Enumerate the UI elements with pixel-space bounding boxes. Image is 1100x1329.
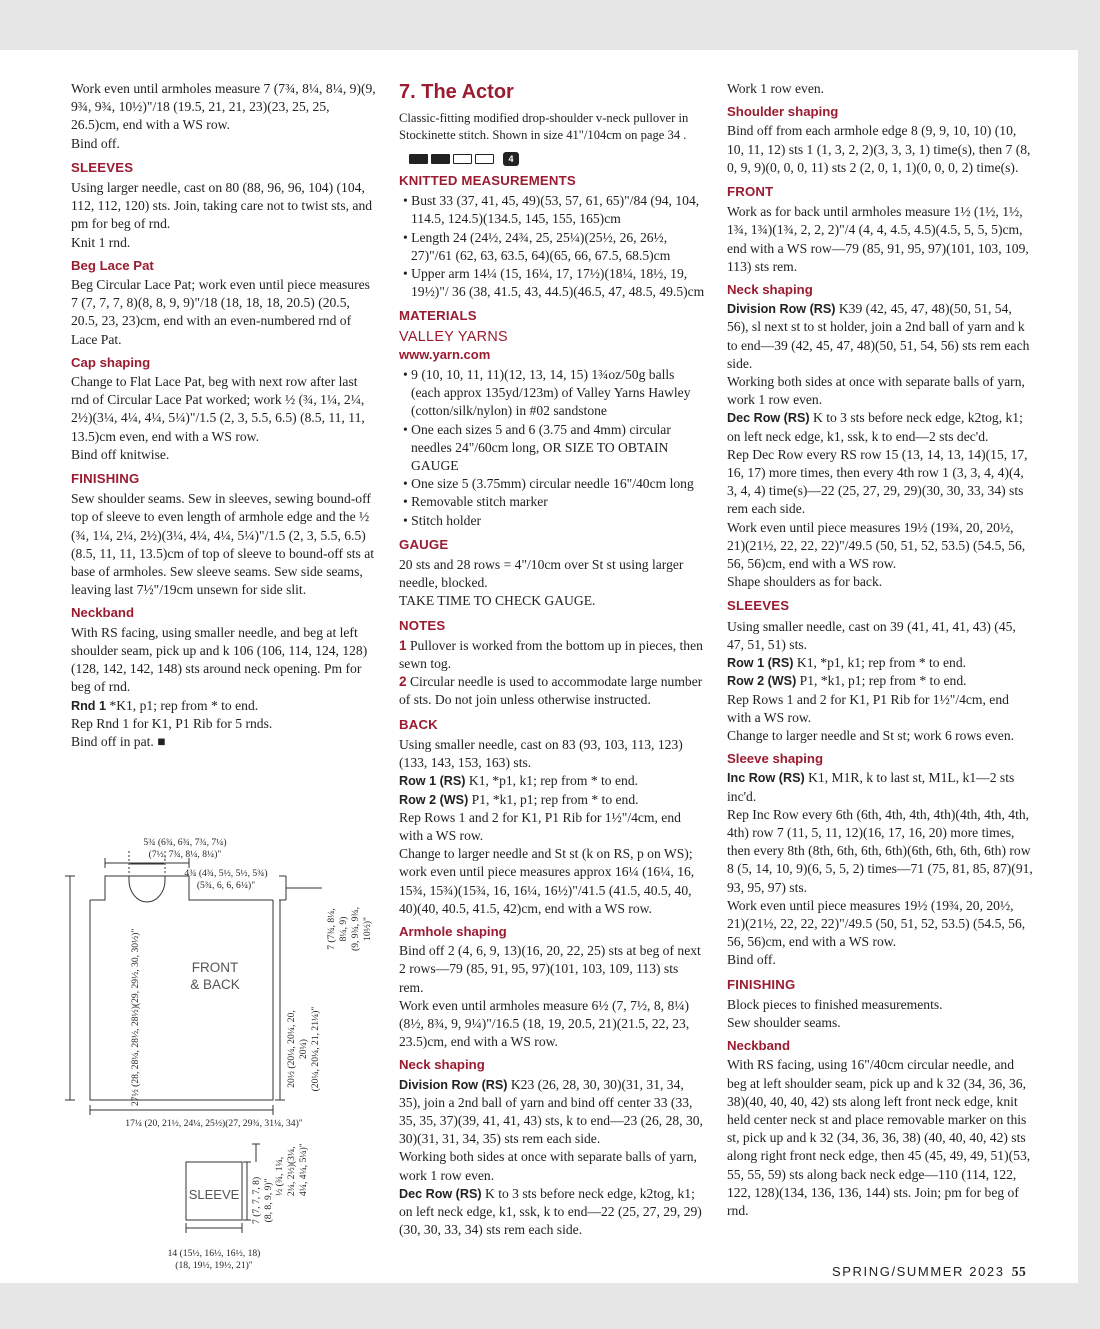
schematic-body-label: 20½ (20¼, 20¼, 20, 20¼) (20¼, 20¼, 21, 21¼)" [286,1006,321,1092]
section-heading-materials: MATERIALS [399,308,477,324]
body-text: Knit 1 rnd. [71,234,131,250]
row-text: K to 3 sts before neck edge, k2tog, k1; on left neck edge, k1, ssk, k to end—2 sts dec'd. [727,410,1023,444]
body-text: Change to Flat Lace Pat, beg with next row after last rnd of Circular Lace Pat worked; work ½ (¾, 1¼, 2¼, 2½)(3¼, 4¼, 4¼, 5¼)"/1.5 (2, 3, 5.5, 6.5) (8.5, 11, 11, 13.5)cm even, end with a WS row. [71,374,365,444]
list-item: • One each sizes 5 and 6 (3.75 and 4mm) circular needles 24"/60cm long, OR SIZE TO OBTAIN GAUGE [403,421,671,474]
yarn-weight-icon: 4 [503,152,519,166]
list-item: • One size 5 (3.75mm) circular needle 16"/40cm long [403,476,694,492]
body-text: Work even until armholes measure 6½ (7, 7½, 8, 8¼)(8½, 8¾, 9, 9¼)"/16.5 (18, 19, 20.5, 21)(21.5, 22, 23, 23.5)cm, end with a WS row. [399,997,690,1050]
row-text: K23 (26, 28, 30, 30)(31, 31, 34, 35), join a 2nd ball of yarn and bind off center 33 (33, 35, 35, 37)(39, 41, 41, 43) sts, k to end—23 (26, 28, 30, 30)(31, 31, 34, 35) sts rem each side. [399,1076,703,1147]
list-item: • Bust 33 (37, 41, 45, 49)(53, 57, 61, 65)"/84 (94, 104, 114.5, 124.5)(134.5, 145, 155, 165)cm [403,193,700,227]
row-text: K39 (42, 45, 47, 48)(50, 51, 54, 56), sl next st to st holder, join a 2nd ball of yarn and k to end—39 (42, 45, 47, 48)(50, 51, 54, 56) sts rem each side. [727,301,1030,371]
body-text: Bind off 2 (4, 6, 9, 13)(16, 20, 22, 25) sts at beg of next 2 rows—79 (85, 91, 95, 97)(101, 103, 109, 113) sts rem. [399,943,701,995]
skill-bar-filled [431,154,450,164]
pattern-intro: Classic-fitting modified drop-shoulder v-neck pullover in Stockinette stitch. Shown in size 41"/104cm on page 34 . [399,111,689,142]
list-item: • 9 (10, 10, 11, 11)(12, 13, 14, 15) 1¾oz/50g balls (each approx 135yd/123m) of Valley Yarns Hawley (cotton/silk/nylon) in #02 sandstone [403,367,691,419]
body-text: Bind off. [727,952,776,968]
subheading-cap-shaping: Cap shaping [71,354,151,370]
body-text: Working both sides at once with separate balls of yarn, work 1 row even. [727,374,1025,408]
column-3 [727,80,1033,1220]
body-text: Rep Rnd 1 for K1, P1 Rib for 5 rnds. [71,715,273,731]
row-text: K to 3 sts before neck edge, k2tog, k1; on left neck edge, k1, ssk, k to end—22 (25, 27, 29, 29)(30, 30, 33, 34) sts rem each side. [399,1185,702,1238]
skill-bar-filled [409,154,428,164]
body-text: Work even until armholes measure 7 (7¾, 8¼, 8¼, 9)(9, 9¾, 9¾, 10½)"/18 (19.5, 21, 21, 23)(23, 25, 25, 26.5)cm, end with a WS row. [71,81,376,133]
body-text: Rep Dec Row every RS row 15 (13, 14, 13, 14)(15, 17, 16, 17) more times, then every 4th row 1 (3, 3, 4, 4)(4, 3, 4, 4) time(s)—22 (25, 27, 29, 29)(30, 30, 33, 34) sts rem each side. [727,446,1028,517]
subheading-lace: Beg Lace Pat [71,257,154,273]
row-label: Row 1 (RS) [399,774,466,789]
schematic-top-label: 5¾ (6¾, 6¾, 7¾, 7¼) (7½, 7¾, 8¼, 8¼)" [143,837,227,860]
schematic-sleeve-width-label: 14 (15½, 16½, 16½, 18) (18, 19½, 19½, 21)" [167,1248,261,1271]
schematic-neck-label: 4¾ (4¾, 5½, 5½, 5¾) (5¾, 6, 6, 6¼)" [184,868,268,891]
schematic-front-back-label: FRONT & BACK [190,960,240,992]
body-text: Bind off in pat. ■ [71,733,166,749]
body-text: 20 sts and 28 rows = 4"/10cm over St st using larger needle, blocked. [399,557,684,591]
body-text: Sew shoulder seams. [727,1014,841,1030]
brand-url[interactable]: www.yarn.com [399,346,491,362]
list-item: • Stitch holder [403,512,482,528]
row-label: Division Row (RS) [727,302,836,317]
issue-label: SPRING/SUMMER 2023 [832,1264,1005,1279]
row-label: Row 2 (WS) [399,792,469,807]
body-text: With RS facing, using smaller needle, and beg at left shoulder seam, pick up and k 106 (106, 114, 124, 128)(128, 142, 142, 148) sts around neck opening. Pm for beg of rnd. [71,624,368,695]
row-label: Dec Row (RS) [399,1186,482,1201]
page-footer [832,1264,1026,1280]
instruction-row [727,769,1033,805]
body-text: Bind off from each armhole edge 8 (9, 9, 10, 10) (10, 10, 11, 12) sts 1 (1, 3, 2, 2)(3, 3, 3, 1) time(s), then 7 (8, 0, 9, 9)(0, 0, 0, 11) sts 2 (2, 0, 1, 1)(0, 0, 0, 2) time(s). [727,123,1031,175]
row-label: Row 2 (WS) [727,674,797,689]
row-text: K1, M1R, k to last st, M1L, k1—2 sts inc'd. [727,770,1015,804]
body-text: Work as for back until armholes measure 1½ (1½, 1½, 1¾, 1¾)(1¾, 2, 2, 2)"/4 (4, 4, 4.5, 4.5)(4.5, 5, 5, 5)cm, end with a WS row—79 (85, 91, 95, 97)(101, 103, 109, 113) sts rem. [727,204,1029,274]
list-item: • Length 24 (24½, 24¾, 25, 25¼)(25½, 26, 26½, 27)"/61 (62, 63, 63.5, 64)(65, 66, 67.5, 68.5)cm [403,229,671,263]
schematic-length-label: 27½ (28, 28¼, 28½, 28½)(29, 29½, 30, 30½)" [130,928,141,1106]
body-text: Using smaller needle, cast on 83 (93, 103, 113, 123) (133, 143, 153, 163) sts. [399,736,683,771]
section-heading-notes: NOTES [399,617,446,633]
section-heading-finishing: FINISHING [71,471,140,487]
row-label: Row 1 (RS) [727,656,794,671]
list-item: • Upper arm 14¼ (15, 16¼, 17, 17½)(18¼, 18½, 19, 19½)"/ 36 (38, 41.5, 43, 44.5)(46.5, 47, 48.5, 49.5)cm [403,266,705,300]
schematic-sleeve-label: SLEEVE [188,1187,240,1202]
subheading-sleeve-shaping: Sleeve shaping [727,751,824,767]
yarn-brand: VALLEY YARNS [399,328,508,345]
section-heading-front: FRONT [727,184,774,200]
row-label: Dec Row (RS) [727,411,810,426]
skill-bar-empty [475,154,494,164]
section-heading-finishing: FINISHING [727,976,796,992]
body-text: Change to larger needle and St st; work 6 rows even. [727,727,1015,743]
subheading-neck-shaping: Neck shaping [399,1057,485,1073]
note-number: 1 [399,637,407,653]
schematic-armhole-label: 7 (7¾, 8¼, 8¼, 9) (9, 9¾, 9¾, 10½)" [326,907,373,951]
schematic-sleeve-length-label: 7 (7, 7, 7, 8) (8, 8, 9, 9)" [251,1176,274,1224]
instruction-row [399,791,705,809]
subheading-neckband: Neckband [727,1038,791,1054]
body-text: Rep Rows 1 and 2 for K1, P1 Rib for 1½"/4cm, end with a WS row. [727,691,1009,725]
row-text: *K1, p1; rep from * to end. [109,697,259,713]
body-text: Bind off knitwise. [71,446,170,462]
row-label: Division Row (RS) [399,1077,508,1092]
instruction-row [727,409,1033,445]
body-text: Bind off. [71,135,120,151]
instruction-row [399,772,705,790]
body-text: Beg Circular Lace Pat; work even until piece measures 7 (7, 7, 7, 8)(8, 8, 9, 9)"/18 (18, 18, 18, 20.5) (20.5, 20.5, 23, 23)cm, end with an even-numbered rnd of Lace Pat. [71,277,370,347]
subheading-neckband: Neckband [71,605,135,621]
body-text: Change to larger needle and St st (k on RS, p on WS); work even until piece measures approx 16¼ (16¼, 16, 15¾, 15¾)(15¾, 16, 16¼, 16½)"/41.5 (41.5, 40.5, 40, 40)(40, 40.5, 41.5, 42)cm, end with a WS row. [399,846,695,916]
body-text: Shape shoulders as for back. [727,574,883,590]
subheading-neck-shaping: Neck shaping [727,282,813,298]
body-text: Rep Rows 1 and 2 for K1, P1 Rib for 1½"/4cm, end with a WS row. [399,809,681,843]
instruction-row [399,1185,705,1240]
page-number: 55 [1011,1264,1027,1279]
body-text: With RS facing, using 16"/40cm circular needle, and beg at left shoulder seam, pick up and k 32 (34, 36, 36, 38)(40, 40, 40, 42) sts along left front neck edge, knit held center neck st and place removable marker on this st, pick up and k 32 (34, 36, 36, 38) (40, 40, 40, 42) sts along right front neck edge, then 45 (45, 49, 49, 51)(53, 55, 55, 59) sts along back neck edge—110 (114, 122, 122, 128)(134, 136, 136, 144) sts. Join; pm for beg of rnd. [727,1057,1031,1218]
schematic-bottom-label: 17¼ (20, 21½, 24¼, 25½)(27, 29¾, 31¼, 34)" [125,1118,303,1129]
note-text: Circular needle is used to accommodate large number of sts. Do not join unless otherwise instructed. [399,674,703,708]
pattern-title: 7. The Actor [399,81,514,103]
section-heading-measurements: KNITTED MEASUREMENTS [399,173,576,188]
skill-level-indicator [409,152,705,166]
note-text: Pullover is worked from the bottom up in pieces, then sewn tog. [399,637,703,672]
section-heading-back: BACK [399,716,438,732]
note-item [399,637,705,673]
schematic-sleeve-cap-label: ½ (¾, 1¼, 2¼, 2½)(3¼, 4¼, 4¼, 5¼)" [274,1143,309,1196]
instruction-row [727,672,1033,690]
instruction-row [727,300,1033,373]
section-heading-gauge: GAUGE [399,536,449,552]
body-text: Using smaller needle, cast on 39 (41, 41, 41, 43) (45, 47, 51, 51) sts. [727,618,1016,652]
note-item [399,673,705,709]
subheading-shoulder: Shoulder shaping [727,104,839,120]
instruction-row [727,654,1033,672]
body-text: TAKE TIME TO CHECK GAUGE. [399,593,596,609]
skill-bar-empty [453,154,472,164]
instruction-row [399,1076,705,1149]
instruction-row [71,697,377,715]
magazine-page [0,50,1078,1283]
body-text: Work 1 row even. [727,81,825,96]
section-heading-sleeves: SLEEVES [71,159,134,175]
row-label: Rnd 1 [71,698,106,713]
body-text: Block pieces to finished measurements. [727,996,943,1012]
row-text: K1, *p1, k1; rep from * to end. [468,773,639,789]
body-text: Sew shoulder seams. Sew in sleeves, sewing bound-off top of sleeve to even length of armhole edge and the ½ (¾, 1¼, 2¼, 2½)(3¼, 4¼, 4¼, 5¼)"/1.5 (2, 3, 5.5, 6.5)(8.5, 11, 11, 13.5)cm of top of sleeve to bound-off sts at base of armholes. Sew sleeve seams. Sew side seams, leaving last 7½"/19cm unsewn for side slit. [71,491,375,598]
body-text: Rep Inc Row every 6th (6th, 4th, 4th, 4th)(4th, 4th, 4th, 4th) row 7 (11, 5, 11, 12)(16, 17, 16, 20) more times, then every 8th (8th, 6th, 6th, 6th)(6th, 6th, 6th, 6th) row 8 (5, 14, 10, 9)(6, 5, 5, 2) times—71 (75, 81, 85, 87)(91, 93, 95, 97) sts. [727,806,1033,895]
schematic-diagram [60,776,380,1271]
column-1 [71,80,377,751]
section-heading-sleeves: SLEEVES [727,598,790,614]
body-text: Working both sides at once with separate balls of yarn, work 1 row even. [399,1149,697,1183]
row-label: Inc Row (RS) [727,771,805,786]
column-2 [399,80,705,1239]
body-text: Work even until piece measures 19½ (19¾, 20, 20½, 21)(21½, 22, 22, 22)"/49.5 (50, 51, 52, 53.5) (54.5, 56, 56, 56)cm, end with a WS row. [727,897,1026,950]
neckline [129,876,165,902]
body-outline [90,900,273,1100]
subheading-armhole: Armhole shaping [399,923,507,939]
list-item: • Removable stitch marker [403,494,548,510]
row-text: P1, *k1, p1; rep from * to end. [799,673,967,689]
body-text: Work even until piece measures 19½ (19¾, 20, 20½, 21)(21½, 22, 22, 22)"/49.5 (50, 51, 52, 53.5) (54.5, 56, 56, 56)cm, end with a WS row. [727,519,1026,572]
row-text: K1, *p1, k1; rep from * to end. [796,655,967,671]
note-number: 2 [399,674,407,690]
row-text: P1, *k1, p1; rep from * to end. [471,791,639,807]
body-text: Using larger needle, cast on 80 (88, 96, 96, 104) (104, 112, 112, 120) sts. Join, taking care not to twist sts, and pm for beg of rnd. [71,180,373,232]
